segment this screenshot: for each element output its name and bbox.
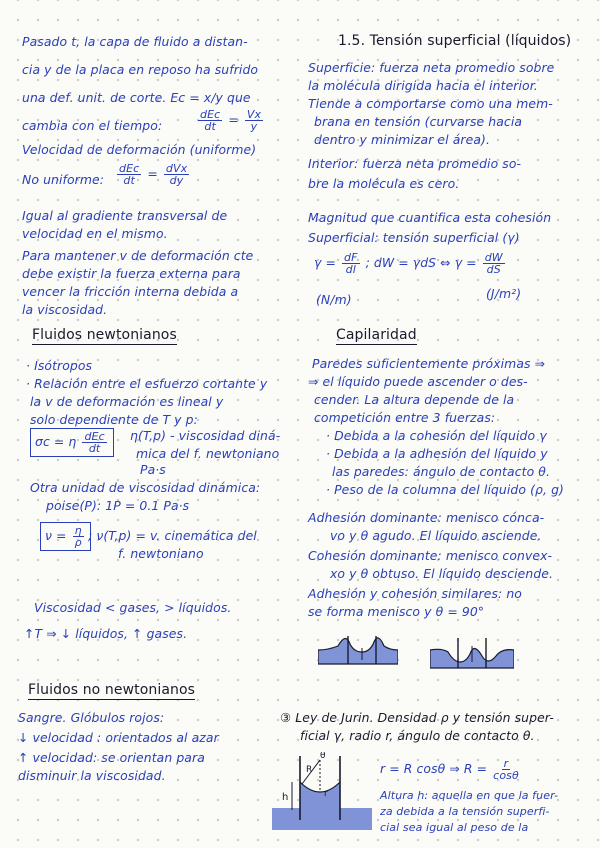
intro-line-1: Pasado t, la capa de fluido a distan- <box>22 34 248 49</box>
kinematic-viscosity-equation: ν = $\frac{\eta}{\rho}$ <box>40 522 91 551</box>
surface-tension-equation: γ = $\frac{dF}{dl}$ ; dW = γdS ⇔ γ = $\frac{dW}{dS}$ <box>314 251 503 276</box>
theta-label: θ <box>320 752 326 761</box>
capillarity-line-1: Paredes suficientemente próximas ⇒ <box>312 356 546 371</box>
surface-line-3: Tiende a comportarse como una mem- <box>308 96 553 111</box>
gradient-line-4: debe existir la fuerza externa para <box>22 266 241 281</box>
nu-desc-2: f. newtoniano <box>118 546 204 561</box>
strain-rate-equation: $\frac{\text{dEc}}{dt}$ = $\frac{Vx}{y}$ <box>200 108 262 133</box>
adhesion-line-4: xo y θ obtuso. El líquido desciende. <box>330 566 554 581</box>
capillarity-line-2: ⇒ el líquido puede ascender o des- <box>308 374 528 389</box>
poise-line-2: poise(P): 1P = 0.1 Pa·s <box>46 498 190 513</box>
capillarity-line-8: · Peso de la columna del líquido (ρ, g) <box>326 482 564 497</box>
newtonian-line-1: · Isótropos <box>26 358 93 373</box>
nu-desc-1: ; ν(T,p) = v. cinemática del <box>88 528 257 543</box>
newtonian-line-3: la v de deformación es lineal y <box>30 394 224 409</box>
capillarity-line-3: cender. La altura depende de la <box>314 392 515 407</box>
newtonian-line-2: · Relación entre el esfuerzo cortante y <box>26 376 268 391</box>
nonnewtonian-line-3: ↑ velocidad: se orientan para <box>18 750 205 765</box>
adhesion-line-5: Adhesión y cohesión similares: no <box>308 586 522 601</box>
capillary-tube-diagram <box>272 752 372 832</box>
shear-stress-equation: σc = η $\frac{\text{dEc}}{dt}$ <box>30 428 114 457</box>
intro-line-3: una def. unit. de corte. Ec = x/y que <box>22 90 251 105</box>
eta-desc-1: η(T,p) - viscosidad diná- <box>130 428 281 443</box>
surface-line-2: la molécula dirigida hacia el interior. <box>308 78 538 93</box>
surface-line-7: bre la molécula es cero. <box>308 176 460 191</box>
units-newton-per-meter: (N/m) <box>316 292 352 307</box>
capillarity-line-4: competición entre 3 fuerzas: <box>314 410 496 425</box>
gradient-line-5: vencer la fricción interna debida a <box>22 284 239 299</box>
nonnewtonian-line-4: disminuir la viscosidad. <box>18 768 166 783</box>
intro-line-6: No uniforme: <box>22 172 105 187</box>
gradient-line-1: Igual al gradiente transversal de <box>22 208 228 223</box>
units-joule-per-sqm: (J/m²) <box>486 286 522 301</box>
capillarity-line-5: · Debida a la cohesión del líquido γ <box>326 428 547 443</box>
intro-line-2: cia y de la placa en reposo ha sufrido <box>22 62 259 77</box>
jurin-line-2: ficial γ, radio r, ángulo de contacto θ. <box>300 728 535 743</box>
gradient-line-3: Para mantener v de deformación cte <box>22 248 254 263</box>
radius-equation: r = R cosθ ⇒ R = $\frac{r}{\cos\theta}$ <box>380 757 519 782</box>
adhesion-line-1: Adhesión dominante: menisco cónca- <box>308 510 545 525</box>
surface-line-4: brana en tensión (curvarse hacia <box>314 114 523 129</box>
viscosity-line-2: ↑T ⇒ ↓ líquidos, ↑ gases. <box>24 626 188 641</box>
surface-line-5: dentro y minimizar el área). <box>314 132 491 147</box>
eta-desc-3: Pa·s <box>140 462 166 477</box>
poise-line-1: Otra unidad de viscosidad dinámica: <box>30 480 261 495</box>
jurin-line-1: ③ Ley de Jurin. Densidad ρ y tensión super- <box>280 710 554 725</box>
newtonian-heading: Fluidos newtonianos <box>32 327 177 343</box>
intro-line-4: cambia con el tiempo: <box>22 118 163 133</box>
capillarity-line-7: las paredes: ángulo de contacto θ. <box>332 464 551 479</box>
nonnewtonian-line-1: Sangre. Glóbulos rojos: <box>18 710 165 725</box>
R-label: R <box>306 765 313 775</box>
height-line-2: za debida a la tensión superfi- <box>380 805 550 818</box>
height-line-3: cial sea igual al peso de la <box>380 821 529 834</box>
adhesion-line-3: Cohesión dominante: menisco convex- <box>308 548 553 563</box>
nonuniform-equation: $\frac{\text{dEc}}{dt}$ = $\frac{\text{dVx}}{dy}$ <box>119 162 188 187</box>
capillarity-line-6: · Debida a la adhesión del líquido y <box>326 446 548 461</box>
surface-line-6: Interior: fuerza neta promedio so- <box>308 156 522 171</box>
nonnewtonian-heading: Fluidos no newtonianos <box>28 682 196 698</box>
capillarity-heading: Capilaridad <box>336 327 417 343</box>
eta-desc-2: mica del f. newtoniano <box>136 446 280 461</box>
magnitude-line-2: Superficial: tensión superficial (γ) <box>308 230 520 245</box>
concave-meniscus-diagram <box>318 630 398 672</box>
surface-line-1: Superficie: fuerza neta promedio sobre <box>308 60 555 75</box>
nonnewtonian-line-2: ↓ velocidad : orientados al azar <box>18 730 219 745</box>
viscosity-line-1: Viscosidad < gases, > líquidos. <box>34 600 232 615</box>
adhesion-line-6: se forma menisco y θ = 90° <box>308 604 485 619</box>
magnitude-line-1: Magnitud que cuantifica esta cohesión <box>308 210 552 225</box>
h-label: h <box>282 792 289 803</box>
intro-line-5: Velocidad de deformación (uniforme) <box>22 142 257 157</box>
newtonian-line-4: solo dependiente de T y p: <box>30 412 198 427</box>
height-line-1: Altura h: aquella en que la fuer- <box>380 789 559 802</box>
gradient-line-2: velocidad en el mismo. <box>22 226 168 241</box>
r-label: r <box>324 789 328 799</box>
surface-tension-heading: 1.5. Tensión superficial (líquidos) <box>338 33 572 49</box>
gradient-line-6: la viscosidad. <box>22 302 108 317</box>
adhesion-line-2: vo y θ agudo. El líquido asciende. <box>330 528 542 543</box>
convex-meniscus-diagram <box>430 632 514 674</box>
